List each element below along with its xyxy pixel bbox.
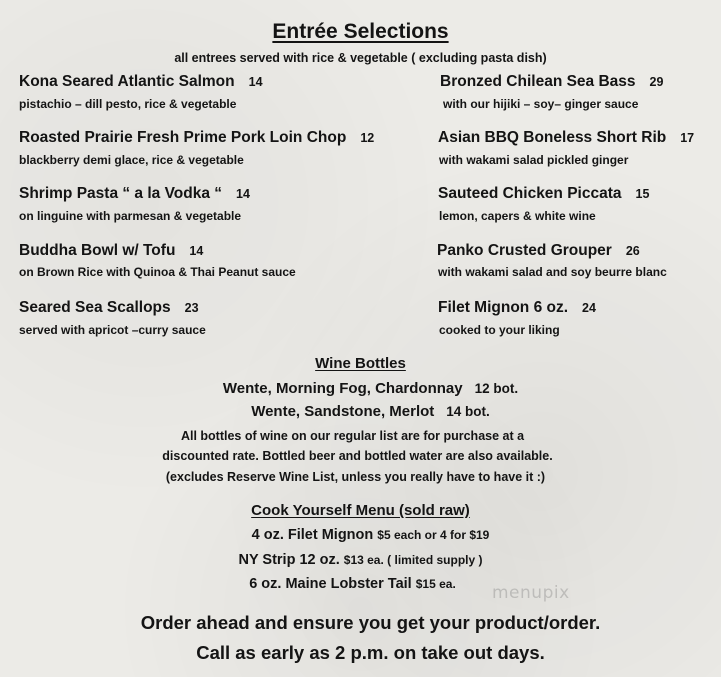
item-price: 26 [625, 244, 640, 258]
page-subtitle: all entrees served with rice & vegetable ( excluding pasta dish) [174, 51, 547, 65]
item-price: 14 [236, 187, 250, 201]
item-name: Filet Mignon 6 oz. [438, 299, 569, 316]
item-name: Kona Seared Atlantic Salmon [19, 73, 235, 90]
page-title: Entrée Selections [272, 20, 449, 43]
wine-note: discounted rate. Bottled beer and bottled water are also available. [162, 449, 553, 463]
wine-bottle [10, 380, 721, 397]
item-name: Shrimp Pasta “ a la Vodka “ [19, 185, 223, 202]
item-description: with wakami salad pickled ginger [439, 153, 629, 167]
item-price: 15 [635, 187, 650, 201]
wine-heading: Wine Bottles [315, 355, 406, 372]
menu-item [19, 73, 263, 91]
item-name: Asian BBQ Boneless Short Rib [438, 129, 667, 146]
item-description: with our hijiki – soy– ginger sauce [443, 97, 639, 111]
item-price: 17 [680, 131, 695, 145]
item-description: lemon, capers & white wine [439, 209, 596, 223]
wine-price: 12 bot. [474, 381, 519, 396]
menu-item [19, 185, 250, 203]
cook-item-price: $15 ea. [415, 577, 456, 591]
menu-item [19, 129, 374, 147]
cook-item-name: 6 oz. Maine Lobster Tail [249, 576, 412, 592]
item-description: served with apricot –curry sauce [19, 323, 206, 337]
item-description: on linguine with parmesan & vegetable [19, 209, 242, 223]
cook-item [0, 576, 713, 592]
item-name: Buddha Bowl w/ Tofu [19, 242, 176, 259]
menu-item [438, 299, 596, 317]
watermark-text: menupix [492, 583, 570, 603]
item-name: Seared Sea Scallops [19, 299, 171, 316]
cook-item-name: 4 oz. Filet Mignon [251, 527, 374, 543]
menu-item [437, 242, 640, 260]
item-price: 29 [649, 75, 664, 89]
item-description: cooked to your liking [439, 323, 560, 337]
item-name: Panko Crusted Grouper [437, 242, 612, 259]
menu-item [19, 299, 199, 317]
menu-item [438, 185, 649, 203]
cook-item-price: $5 each or 4 for $19 [377, 528, 490, 542]
cook-item-price: $13 ea. ( limited supply ) [343, 553, 483, 567]
item-description: pistachio – dill pesto, rice & vegetable [19, 97, 237, 111]
cook-item [0, 552, 721, 568]
item-price: 12 [360, 131, 375, 145]
wine-name: Wente, Sandstone, Merlot [251, 403, 435, 420]
item-price: 14 [189, 244, 204, 258]
item-description: with wakami salad and soy beurre blanc [438, 265, 667, 279]
item-price: 14 [248, 75, 263, 89]
item-description: on Brown Rice with Quinoa & Thai Peanut sauce [19, 265, 296, 279]
menu-item [440, 73, 663, 91]
menu-item [438, 129, 694, 147]
item-name: Sauteed Chicken Piccata [438, 185, 622, 202]
wine-name: Wente, Morning Fog, Chardonnay [222, 380, 463, 397]
cook-heading: Cook Yourself Menu (sold raw) [251, 502, 470, 519]
footer-line: Call as early as 2 p.m. on take out days. [196, 642, 545, 663]
item-price: 24 [582, 301, 596, 315]
item-name: Roasted Prairie Fresh Prime Pork Loin Chop [19, 129, 347, 146]
footer-line: Order ahead and ensure you get your product/order. [140, 612, 601, 633]
cook-item-name: NY Strip 12 oz. [238, 552, 340, 568]
item-description: blackberry demi glace, rice & vegetable [19, 153, 244, 167]
wine-note: (excludes Reserve Wine List, unless you really have to have it :) [165, 470, 546, 484]
wine-note: All bottles of wine on our regular list are for purchase at a [180, 429, 525, 443]
item-price: 23 [184, 301, 199, 315]
wine-bottle [10, 403, 721, 420]
menu-item [19, 242, 203, 260]
wine-price: 14 bot. [446, 404, 490, 419]
item-name: Bronzed Chilean Sea Bass [440, 73, 636, 90]
cook-item [10, 527, 721, 543]
